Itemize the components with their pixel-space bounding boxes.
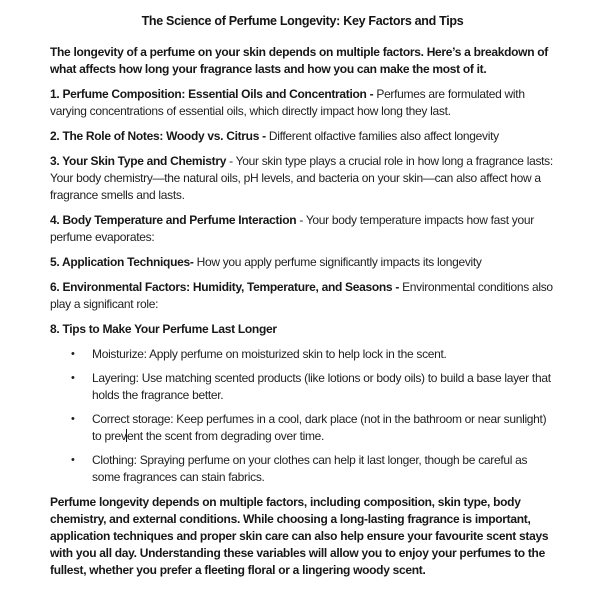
section-label: 4. Body Temperature and Perfume Interaction: [50, 213, 297, 227]
section-paragraph-6: [50, 279, 555, 313]
bullet-text: Layering: Use matching scented products (like lotions or body oils) to build a base layer that holds the fragrance better.: [92, 371, 551, 402]
bullet-text-before-caret: Correct storage: Keep perfumes in a cool, dark place (not in the bathroom or near sunlight) to prev: [92, 412, 547, 443]
bullet-text: Moisturize: Apply perfume on moisturized skin to help lock in the scent.: [92, 347, 447, 361]
section-text: - Your skin type plays a crucial role in how long a fragrance lasts: Your body chemistry—the natural oils, pH levels, and bacteria on your skin—can also affect how a fragrance smells and lasts.: [50, 154, 553, 202]
section-paragraph-4: [50, 212, 555, 246]
intro-paragraph: The longevity of a perfume on your skin depends on multiple factors. Here’s a breakdown of what affects how long your fragrance lasts and how you can make the most of it.: [50, 45, 548, 76]
section-text: - Your body temperature impacts how fast your perfume evaporates:: [50, 213, 534, 244]
section-paragraph-2: [50, 128, 555, 145]
section-label: 2. The Role of Notes: Woody vs. Citrus -: [50, 129, 269, 143]
bullet-text-after-caret: ent the scent from degrading over time.: [127, 429, 325, 443]
bullet-icon: •: [71, 454, 75, 466]
section-label: 6. Environmental Factors: Humidity, Temperature, and Seasons -: [50, 280, 403, 294]
list-item: [50, 346, 555, 363]
list-item: [50, 452, 555, 486]
bullet-text: [92, 411, 555, 445]
list-item: [50, 370, 555, 404]
list-item: [50, 411, 555, 445]
section-paragraph-1: [50, 86, 555, 120]
document-title: The Science of Perfume Longevity: Key Factors and Tips: [141, 14, 464, 28]
section-paragraph-3: [50, 153, 555, 204]
section-text: Environmental conditions also play a significant role:: [50, 280, 553, 311]
section-paragraph-5: [50, 254, 555, 271]
section-text: Different olfactive families also affect longevity: [268, 129, 499, 143]
bullet-icon: •: [71, 348, 75, 360]
conclusion-paragraph: Perfume longevity depends on multiple factors, including composition, skin type, body chemistry, and external conditions. While choosing a long-lasting fragrance is important, application techniques and proper skin care can also help ensure your favourite scent stays with you all day. Understanding these variables will allow you to enjoy your perfumes to the fullest, whether you prefer a fleeting floral or a lingering woody scent.: [50, 495, 549, 577]
bullet-icon: •: [71, 372, 75, 384]
section-label: 5. Application Techniques-: [50, 255, 194, 269]
bullet-text: Clothing: Spraying perfume on your clothes can help it last longer, though be careful as some fragrances can stain fabrics.: [92, 453, 528, 484]
section-label: 1. Perfume Composition: Essential Oils and Concentration -: [50, 87, 377, 101]
section-text: Perfumes are formulated with varying concentrations of essential oils, which directly impact how long they last.: [50, 87, 525, 118]
tips-list: [50, 346, 555, 486]
section-text: How you apply perfume significantly impacts its longevity: [193, 255, 482, 269]
bullet-icon: •: [71, 413, 75, 425]
section-label: 3. Your Skin Type and Chemistry: [50, 154, 227, 168]
tips-heading: 8. Tips to Make Your Perfume Last Longer: [50, 322, 277, 336]
